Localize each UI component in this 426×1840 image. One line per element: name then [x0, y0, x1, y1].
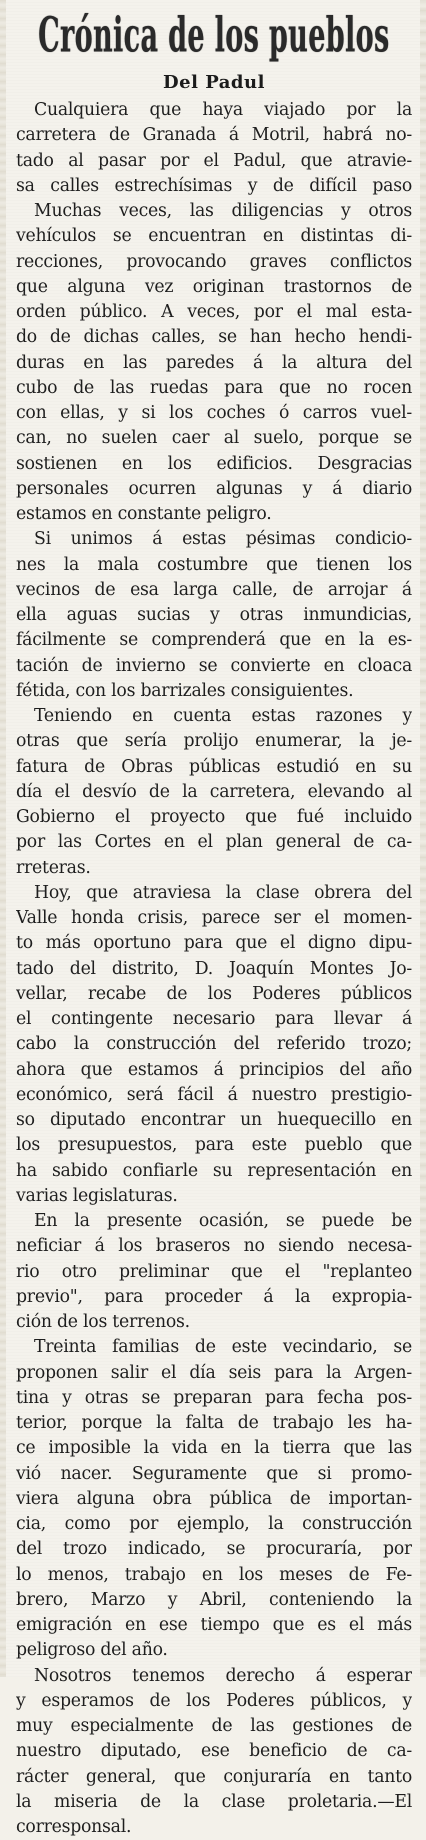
- article-line: vecinos de esa larga calle, de arrojar á: [16, 579, 412, 600]
- article-line: Treinta familias de este vecindario, se: [34, 1337, 412, 1358]
- article-line: Hoy, que atraviesa la clase obrera del: [34, 882, 412, 903]
- article-line: Valle honda crisis, parece ser el momen-: [16, 908, 412, 928]
- article-line: recciones, provocando graves conflictos: [16, 251, 412, 272]
- article-line: corresponsal.: [16, 1817, 132, 1837]
- article-line: lo menos, trabajo en los meses de Fe-: [16, 1564, 412, 1585]
- article-line: del trozo indicado, se procuraría, por: [16, 1539, 412, 1560]
- article-line: sostienen en los edificios. Desgracias: [16, 453, 412, 474]
- article-line: tado del distrito, D. Joaquín Montes Jo-: [16, 958, 412, 979]
- article-line: Gobierno el proyecto que fué incluido: [16, 807, 412, 827]
- article-line: fácilmente se comprenderá que en la es-: [16, 630, 412, 651]
- article-title: Del Padul: [163, 72, 265, 93]
- article-line: ha sabido confiarle su representación en: [16, 1160, 412, 1181]
- article-line: nes la mala costumbre que tienen los: [16, 554, 412, 575]
- article-line: cabo la construcción del referido trozo;: [16, 1034, 412, 1055]
- article-line: fatura de Obras públicas estudió en su: [16, 756, 412, 777]
- article-line: orden público. A veces, por el mal esta-: [16, 302, 412, 322]
- article-line: los presupuestos, para este pueblo que: [16, 1135, 412, 1156]
- article-line: tina y otras se preparan para fecha pos-: [16, 1387, 412, 1408]
- article-line: vehículos se encuentran en distintas di-: [16, 226, 412, 247]
- article-line: día el desvío de la carretera, elevando al: [16, 781, 412, 802]
- article-line: y esperamos de los Poderes públicos, y: [16, 1690, 412, 1711]
- article-line: estamos en constante peligro.: [16, 504, 272, 524]
- article-line: do de dichas calles, se han hecho hendi-: [16, 327, 412, 348]
- article-line: ahora que estamos á principios del año: [16, 1059, 412, 1080]
- page-edge-left: [0, 0, 6, 1677]
- article-line: to más oportuno para que el digno dipu-: [16, 933, 412, 954]
- article-line: proponen salir el día seis para la Argen-: [16, 1362, 412, 1383]
- article-body: [16, 98, 412, 1840]
- article-line: ción de los terrenos.: [16, 1312, 190, 1332]
- article-line: que alguna vez originan trastornos de: [16, 276, 412, 297]
- article-line: fétida, con los barrizales consiguientes.: [16, 680, 354, 701]
- article-line: vellar, recabe de los Poderes públicos: [16, 983, 412, 1004]
- article-line: brero, Marzo y Abril, conteniendo la: [16, 1589, 412, 1610]
- article-line: rreteras.: [16, 857, 91, 878]
- article-line: Muchas veces, las diligencias y otros: [34, 201, 412, 221]
- article-line: En la presente ocasión, se puede be: [34, 1211, 412, 1231]
- article-line: el contingente necesario para llevar á: [16, 1009, 412, 1029]
- article-line: previo", para proceder á la expropia-: [16, 1286, 412, 1307]
- page-edge-right: [420, 0, 426, 1677]
- article-line: neficiar á los braseros no siendo necesa-: [16, 1236, 412, 1257]
- article-line: so diputado encontrar un huequecillo en: [16, 1110, 412, 1130]
- article-line: emigración en ese tiempo que es el más: [16, 1615, 412, 1635]
- section-masthead: [16, 0, 412, 72]
- article-line: viera alguna obra pública de importan-: [16, 1488, 412, 1509]
- article-line: varias legislaturas.: [16, 1185, 178, 1206]
- article-line: tado al pasar por el Padul, que atravie-: [16, 150, 412, 171]
- article-line: Teniendo en cuenta estas razones y: [34, 706, 412, 726]
- article-line: can, no suelen caer al suelo, porque se: [16, 428, 412, 449]
- article-line: con ellas, y si los coches ó carros vuel-: [16, 403, 412, 423]
- article-line: muy especialmente de las gestiones de: [16, 1716, 412, 1736]
- article-line: cubo de las ruedas para que no rocen: [16, 377, 412, 398]
- article-line: Cualquiera que haya viajado por la: [34, 100, 412, 120]
- article-line: económico, será fácil á nuestro prestigio-: [16, 1084, 412, 1105]
- article-line: Si unimos á estas pésimas condicio-: [34, 529, 412, 550]
- article-line: terior, porque la falta de trabajo les ha-: [16, 1413, 412, 1433]
- article-line: cia, como por ejemplo, la construcción: [16, 1514, 412, 1534]
- article-line: otras que sería prolijo enumerar, la je-: [16, 731, 412, 752]
- article-line: vió nacer. Seguramente que si promo-: [16, 1463, 412, 1484]
- article-line: ella aguas sucias y otras inmundicias,: [16, 605, 412, 625]
- article-line: personales ocurren algunas y á diario: [16, 478, 412, 499]
- article-line: tación de invierno se convierte en cloaca: [16, 655, 412, 676]
- article-line: Nosotros tenemos derecho á esperar: [34, 1665, 412, 1686]
- article-line: duras en las paredes á la altura del: [16, 352, 412, 373]
- article-line: sa calles estrechísimas y de difícil paso: [16, 175, 412, 196]
- article-line: la miseria de la clase proletaria.—El: [16, 1791, 412, 1812]
- section-title: Crónica de los pueblos: [38, 8, 390, 64]
- article-line: por las Cortes en el plan general de ca-: [16, 832, 412, 853]
- article-line: carretera de Granada á Motril, habrá no-: [16, 125, 412, 146]
- article-line: nuestro diputado, ese beneficio de ca-: [16, 1741, 412, 1762]
- article-line: peligroso del año.: [16, 1640, 168, 1661]
- article-line: rio otro preliminar que el "replanteo: [16, 1261, 412, 1282]
- article-line: ce imposible la vida en la tierra que las: [16, 1438, 412, 1459]
- article-line: rácter general, que conjuraría en tanto: [16, 1766, 412, 1787]
